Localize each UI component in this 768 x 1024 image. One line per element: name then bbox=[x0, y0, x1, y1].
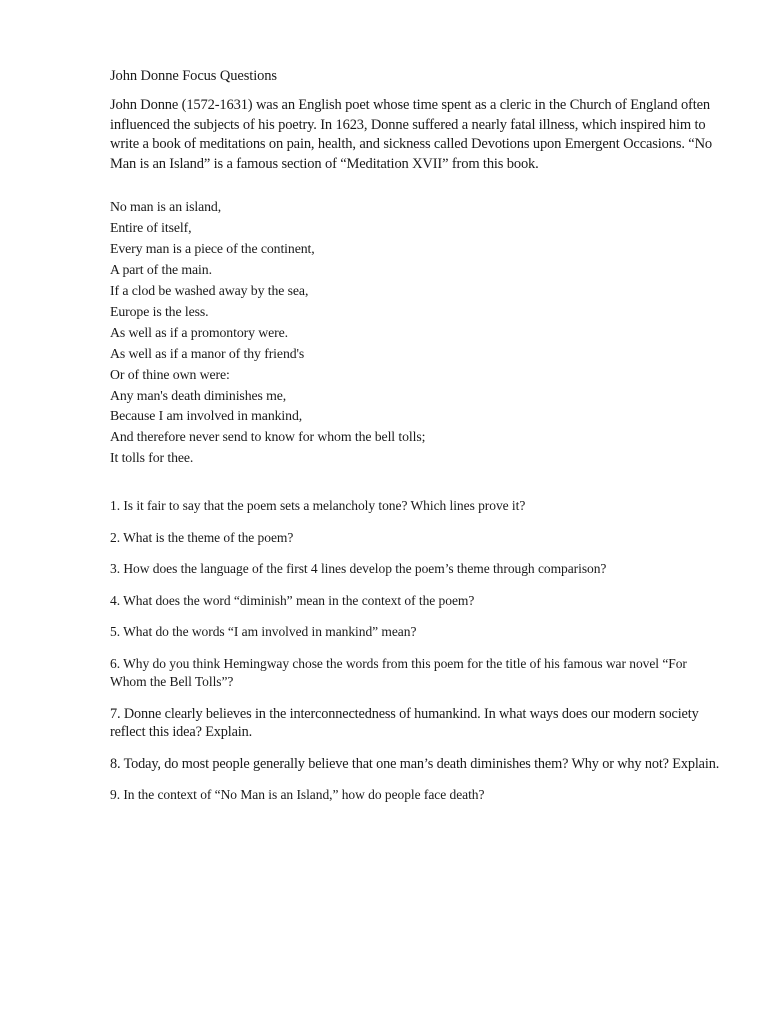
poem-line: It tolls for thee. bbox=[110, 450, 194, 466]
poem-line: Any man's death diminishes me, bbox=[110, 387, 287, 403]
question-1: 1. Is it fair to say that the poem sets a melancholy tone? Which lines prove it? bbox=[110, 498, 526, 514]
question-list bbox=[110, 497, 720, 805]
document-page bbox=[110, 66, 720, 818]
poem-line: Because I am involved in mankind, bbox=[110, 408, 303, 424]
question-3: 3. How does the language of the first 4 lines develop the poem’s theme through comparison? bbox=[110, 561, 607, 577]
poem-line: And therefore never send to know for whom the bell tolls; bbox=[110, 429, 426, 445]
poem-line: Or of thine own were: bbox=[110, 366, 230, 382]
question-9: 9. In the context of “No Man is an Island,” how do people face death? bbox=[110, 787, 485, 803]
question-2: 2. What is the theme of the poem? bbox=[110, 529, 294, 545]
poem-line: As well as if a manor of thy friend's bbox=[110, 345, 305, 361]
poem-line: If a clod be washed away by the sea, bbox=[110, 283, 309, 298]
question-7: 7. Donne clearly believes in the interconnectedness of humankind. In what ways does our modern society reflect this idea? Explain. bbox=[110, 705, 699, 741]
poem-line: Europe is the less. bbox=[110, 303, 209, 319]
question-6: 6. Why do you think Hemingway chose the words from this poem for the title of his famous war novel “For Whom the Bell Tolls”? bbox=[110, 655, 687, 690]
poem-line: No man is an island, bbox=[110, 199, 222, 215]
poem-line: A part of the main. bbox=[110, 262, 212, 278]
question-8: 8. Today, do most people generally believe that one man’s death diminishes them? Why or why not? Explain. bbox=[110, 755, 720, 772]
document-title: John Donne Focus Questions bbox=[110, 68, 277, 84]
poem-line: Every man is a piece of the continent, bbox=[110, 241, 315, 257]
poem bbox=[110, 197, 720, 469]
intro-paragraph: John Donne (1572-1631) was an English poet whose time spent as a cleric in the Church of England often influenced the subjects of his poetry. In 1623, Donne suffered a nearly fatal illness, which inspired him to write a book of meditations on pain, health, and sickness called Devotions upon Emergent Occasions. “No Man is an Island” is a famous section of “Meditation XVII” from this book. bbox=[110, 97, 712, 172]
question-5: 5. What do the words “I am involved in mankind” mean? bbox=[110, 624, 417, 640]
poem-line: Entire of itself, bbox=[110, 220, 192, 236]
question-4: 4. What does the word “diminish” mean in the context of the poem? bbox=[110, 592, 475, 608]
poem-line: As well as if a promontory were. bbox=[110, 324, 289, 340]
